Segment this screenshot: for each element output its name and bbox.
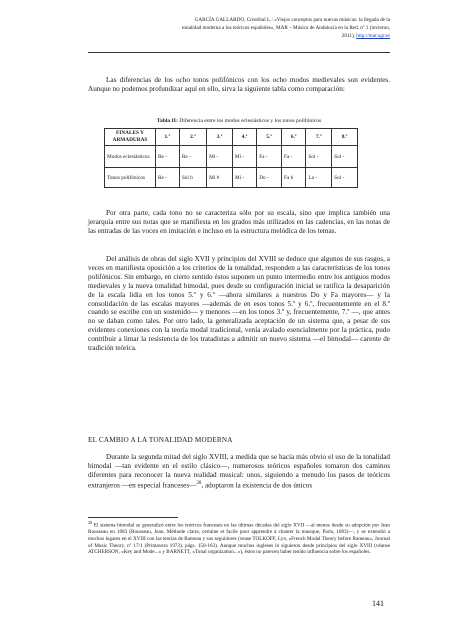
- footnote-ref[interactable]: 28: [196, 480, 202, 486]
- table-cell: Fa -: [257, 146, 282, 168]
- table-cell: Re -: [156, 146, 180, 168]
- table-cell: Fa b: [282, 168, 306, 188]
- table-cell: La -: [306, 168, 332, 188]
- column-header: 5.º: [257, 129, 282, 146]
- column-header: 2.º: [179, 129, 206, 146]
- table-cell: Fa -: [282, 146, 306, 168]
- table-cell: Re -: [156, 168, 180, 188]
- table-caption-label: Tabla II:: [156, 118, 178, 124]
- paragraph-4: [88, 453, 390, 490]
- table-cell: Mi -: [232, 168, 256, 188]
- corner-line-2: ARMADURAS: [112, 137, 148, 143]
- table-row: [105, 146, 358, 168]
- table-cell: Mi #: [207, 168, 233, 188]
- section-heading: EL CAMBIO A LA TONALIDAD MODERNA: [88, 436, 233, 444]
- footnote-number: 28: [88, 520, 92, 525]
- running-header: [60, 16, 390, 40]
- paragraph-2: Por otra parte, cada tono no se caracteriza sólo por su escala, sino que implica también una jerarquía entre sus notas que se manifiesta en los grados más utilizados en las cadencias, en las notas de las entradas de las voces en imitación e incluso en la estructura melódica de los temas.: [88, 209, 390, 235]
- header-date: 2011),: [341, 33, 357, 39]
- column-header: 3.º: [207, 129, 233, 146]
- header-rule: [88, 52, 390, 53]
- table-header-row: [105, 129, 358, 146]
- intro-paragraph: Las diferencias de los ocho tonos polifónicos con los ocho modos medievales son evidentes. Aunque no podemos profundizar aquí en ello, sirva la siguiente tabla como comparación:: [88, 76, 390, 93]
- column-header: 7.º: [306, 129, 332, 146]
- footnote-text: El sistema bimodal se generalizó entre los teóricos franceses en las últimas décadas del siglo XVII —al menos desde su adopción por Jean Rousseau en 1683 (Rousseau, Jean, Méthode claire, certaine et facile pour apprendre à chanter la musique, Paris, 1683)—, y se extendió a muchos lugares en el XVIII con las teorías de Rameau y sus seguidores (vease TOLKOFF, Lyn, «French Modal Theory before Rameau», Journal of Music Theory, nº 17/1 (Primavera 1973), págs. 150-163). Aunque muchos ingleses lo siguieron desde principios del siglo XVIII (véanse ATCHERSON, «Key and Mode...» y BARNETT, «Tonal organization...»), éstos no parecen haber tenido influencia sobre los españoles.: [88, 522, 390, 556]
- table-cell: Mi -: [232, 146, 256, 168]
- modes-comparison-table: [104, 128, 358, 188]
- row-label: Modos eclesiásticos: [105, 146, 156, 168]
- row-label: Tonos polifónicos: [105, 168, 156, 188]
- table-row: [105, 168, 358, 188]
- paragraph-4-end: , adoptaron la existencia de dos únicos: [201, 481, 313, 490]
- header-line-1: GARCÍA GALLARDO, Cristóbal L.: «Viejos conceptos para nuevas músicas: la llegada de la: [194, 17, 390, 23]
- page-number: 141: [372, 599, 384, 608]
- table-corner-header: [105, 129, 156, 146]
- paragraph-3: Del análisis de obras del siglo XVII y principios del XVIII se deduce que algunos de sus rasgos, a veces en manifiesta oposición a los criterios de la tonalidad, responden a las características de los tonos polifónicos. Sin embargo, en cierto sentido éstos suponen un punto intermedio entre los antiguos modos medievales y la nueva tonalidad bimodal, pues desde su configuración inicial se ratifica la desaparición de la escala lidia en los tonos 5.º y 6.º —ahora similares a nuestros Do y Fa mayores— y la consolidación de las escalas mayores —además de en esos tonos 5.º y 6.º, frecuentemente en el 8.º cuando se escribe con un sostenido— y menores —en los tonos 3.º y, frecuentemente, 7.º —, que antes no se daban como tales. Por otro lado, la generalizada aceptación de un sistema que, a pesar de sus evidentes conexiones con la teoría modal tradicional, venía avalado esencialmente por la práctica, pudo contribuir a limar la resistencia de los tratadistas a admitir un nuevo sistema —el bimodal— carente de tradición teórica.: [88, 255, 390, 353]
- table-cell: Sol b: [179, 168, 206, 188]
- journal-link[interactable]: http://mar.ugr.es: [356, 33, 390, 39]
- table-cell: Sol -: [332, 168, 358, 188]
- column-header: 4.º: [232, 129, 256, 146]
- footnote: [88, 520, 390, 556]
- footnote-rule: [88, 517, 178, 518]
- column-header: 8.º: [332, 129, 358, 146]
- table-cell: Sol -: [306, 146, 332, 168]
- table-cell: Mi -: [207, 146, 233, 168]
- table-cell: Re -: [179, 146, 206, 168]
- header-line-3: [60, 32, 390, 40]
- table-caption: [88, 118, 390, 124]
- table-caption-text: Diferencia entre los modos eclesiásticos y los tonos polifónicos: [177, 118, 322, 124]
- table-cell: Sol -: [332, 146, 358, 168]
- header-line-2: tonalidad moderna a los teóricos españoles», MAR – Música de Andalucía en la Red, nº 1 (invierno,: [181, 25, 390, 31]
- column-header: 1.º: [156, 129, 180, 146]
- column-header: 6.º: [282, 129, 306, 146]
- table-cell: Do -: [257, 168, 282, 188]
- paragraph-4-text: Durante la segunda mitad del siglo XVIII, a medida que se hacía más obvio el uso de la tonalidad bimodal —tan evidente en el estilo clásico—, numerosos teóricos españoles tomaron dos caminos diferentes para reconocer la nueva realidad musical: unos, siguiendo a menudo los pasos de teóricos extranjeros —en especial franceses—: [88, 453, 390, 490]
- corner-line-1: FINALES Y: [116, 130, 144, 136]
